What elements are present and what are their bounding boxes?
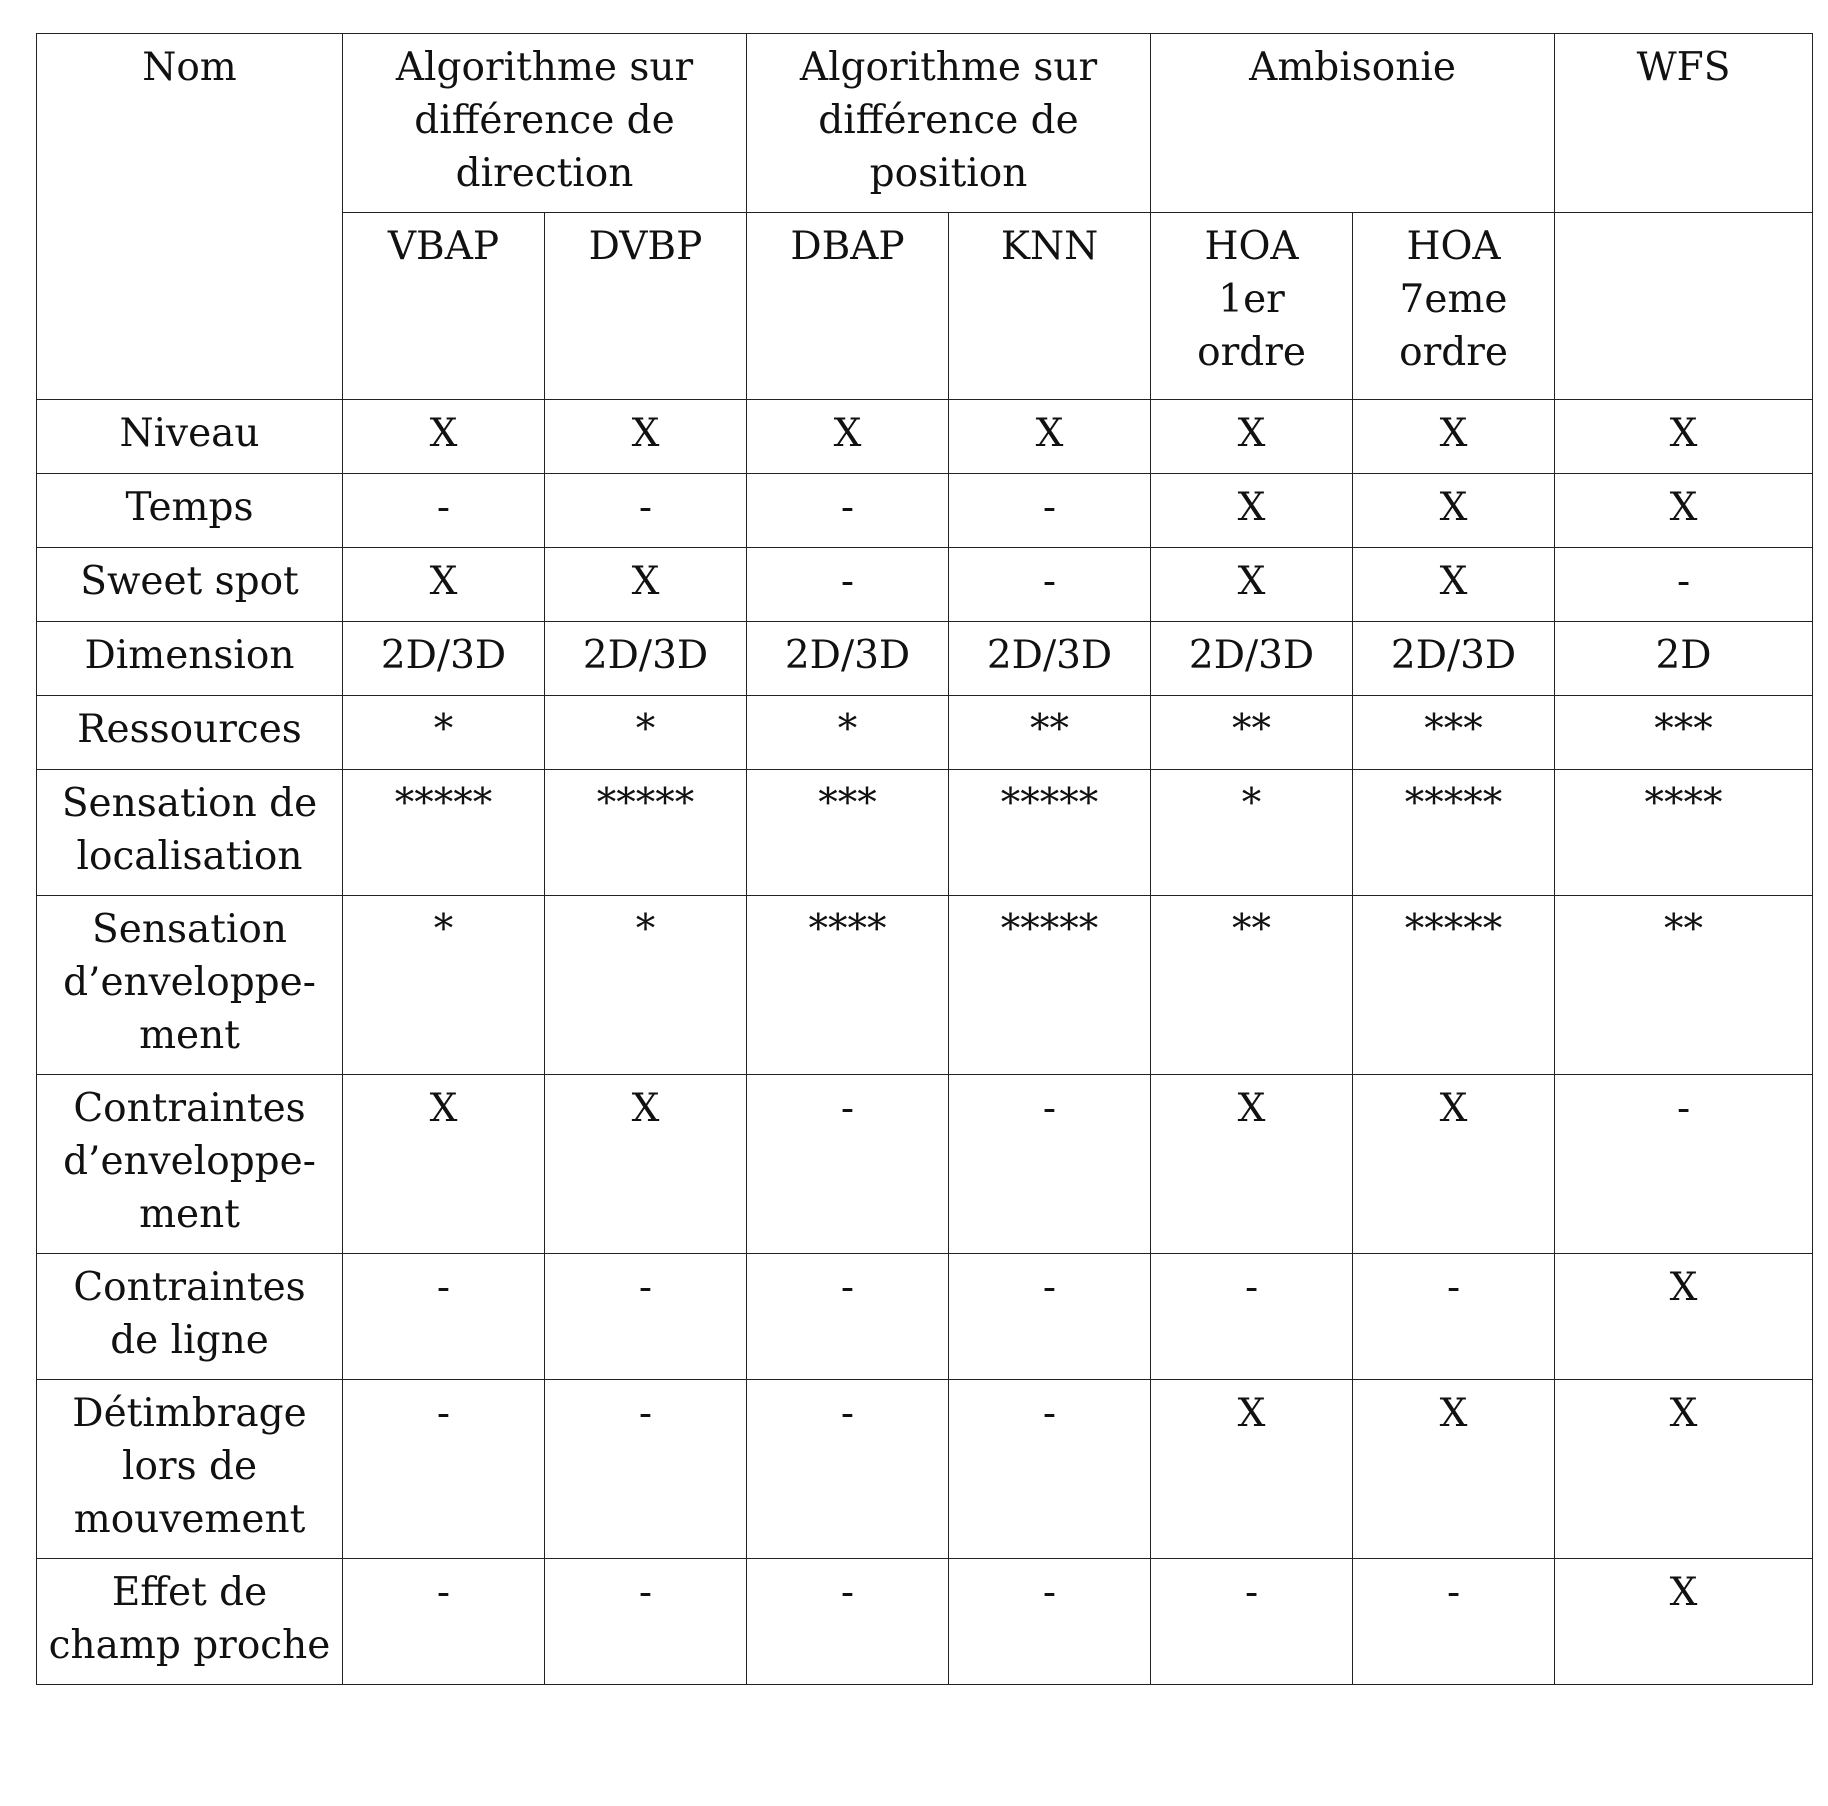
table-cell <box>949 770 1151 896</box>
table-cell <box>1353 1254 1555 1380</box>
cell-value: X <box>631 411 660 456</box>
spatialization-comparison-table <box>36 33 1813 1685</box>
cell-value: 2D/3D <box>784 633 911 678</box>
table-cell <box>1555 1380 1813 1559</box>
cell-value: 2D/3D <box>380 633 507 678</box>
cell-value: X <box>1035 411 1064 456</box>
table-body <box>37 400 1813 1685</box>
header-name-cell: Nom <box>37 34 343 400</box>
cell-value: * <box>433 907 454 952</box>
cell-value: X <box>1669 1265 1698 1310</box>
cell-value: X <box>429 411 458 456</box>
header-group-direction: Algorithme sur différence de direction <box>343 34 747 213</box>
header-group-position: Algorithme sur différence de position <box>747 34 1151 213</box>
table-cell <box>949 1380 1151 1559</box>
cell-value: X <box>1669 1570 1698 1615</box>
table-row <box>37 896 1813 1075</box>
table-cell <box>545 1075 747 1254</box>
cell-value: - <box>1042 1391 1057 1436</box>
table-cell <box>1555 548 1813 622</box>
table-cell <box>545 770 747 896</box>
cell-value: X <box>429 559 458 604</box>
table-cell <box>343 1559 545 1685</box>
row-label: Contraintes de ligne <box>37 1254 343 1380</box>
table-cell <box>1151 1254 1353 1380</box>
table-cell <box>1353 770 1555 896</box>
table-cell <box>1353 400 1555 474</box>
table-cell <box>343 896 545 1075</box>
table-row <box>37 400 1813 474</box>
table-cell <box>1151 1075 1353 1254</box>
cell-value: - <box>638 1391 653 1436</box>
cell-value: ***** <box>1000 907 1099 952</box>
cell-value: X <box>1439 1391 1468 1436</box>
header-group-row <box>37 34 1813 213</box>
cell-value: ***** <box>394 781 493 826</box>
cell-value: - <box>638 485 653 530</box>
cell-value: ***** <box>1404 907 1503 952</box>
table-cell <box>1353 1559 1555 1685</box>
cell-value: X <box>1237 485 1266 530</box>
table-cell <box>747 474 949 548</box>
row-label: Temps <box>37 474 343 548</box>
table-cell <box>747 548 949 622</box>
table-cell <box>949 400 1151 474</box>
table-cell <box>545 622 747 696</box>
table-cell <box>747 1380 949 1559</box>
table-cell <box>343 770 545 896</box>
cell-value: X <box>1669 485 1698 530</box>
cell-value: - <box>436 1570 451 1615</box>
header-group-ambisonie: Ambisonie <box>1151 34 1555 213</box>
row-label: Ressources <box>37 696 343 770</box>
cell-value: X <box>1439 485 1468 530</box>
cell-value: X <box>1439 1086 1468 1131</box>
cell-value: ***** <box>596 781 695 826</box>
cell-value: ** <box>1664 907 1704 952</box>
row-label: Contraintes d’enveloppe- ment <box>37 1075 343 1254</box>
cell-value: * <box>635 907 656 952</box>
table-row <box>37 622 1813 696</box>
cell-value: *** <box>1424 707 1483 752</box>
table-cell <box>1555 1559 1813 1685</box>
table-row <box>37 474 1813 548</box>
cell-value: X <box>1237 411 1266 456</box>
table-cell <box>545 400 747 474</box>
row-label: Niveau <box>37 400 343 474</box>
row-label: Sensation d’enveloppe- ment <box>37 896 343 1075</box>
table-cell <box>1353 1380 1555 1559</box>
table-cell <box>747 696 949 770</box>
cell-value: 2D/3D <box>986 633 1113 678</box>
cell-value: ** <box>1232 707 1272 752</box>
table-row <box>37 1559 1813 1685</box>
table-cell <box>949 896 1151 1075</box>
row-label: Effet de champ proche <box>37 1559 343 1685</box>
cell-value: **** <box>1644 781 1723 826</box>
cell-value: - <box>1676 559 1691 604</box>
cell-value: - <box>1244 1265 1259 1310</box>
table-cell <box>343 1380 545 1559</box>
table-cell <box>1151 770 1353 896</box>
table-cell <box>1353 896 1555 1075</box>
cell-value: - <box>1042 559 1057 604</box>
cell-value: - <box>1446 1570 1461 1615</box>
cell-value: - <box>1042 1570 1057 1615</box>
cell-value: * <box>635 707 656 752</box>
cell-value: - <box>840 1391 855 1436</box>
table-cell <box>1555 400 1813 474</box>
cell-value: 2D/3D <box>1390 633 1517 678</box>
header-method-hoa-5: HOA 7eme ordre <box>1353 213 1555 400</box>
cell-value: X <box>1669 1391 1698 1436</box>
table-cell <box>747 1254 949 1380</box>
table-cell <box>343 622 545 696</box>
table-cell <box>747 1075 949 1254</box>
cell-value: - <box>1446 1265 1461 1310</box>
table-row <box>37 770 1813 896</box>
table-cell <box>949 622 1151 696</box>
cell-value: - <box>1244 1570 1259 1615</box>
table-cell <box>343 696 545 770</box>
table-cell <box>1555 696 1813 770</box>
cell-value: * <box>1241 781 1262 826</box>
cell-value: - <box>840 485 855 530</box>
row-label: Sweet spot <box>37 548 343 622</box>
table-cell <box>1151 696 1353 770</box>
header-method-dbap-2: DBAP <box>747 213 949 400</box>
table-row <box>37 1254 1813 1380</box>
table-cell <box>747 770 949 896</box>
table-cell <box>545 896 747 1075</box>
cell-value: ** <box>1030 707 1070 752</box>
table-cell <box>1151 474 1353 548</box>
table-cell <box>1555 896 1813 1075</box>
row-label: Détimbrage lors de mouvement <box>37 1380 343 1559</box>
cell-value: X <box>429 1086 458 1131</box>
cell-value: - <box>840 1570 855 1615</box>
table-cell <box>949 1254 1151 1380</box>
table-row <box>37 548 1813 622</box>
cell-value: X <box>1237 1391 1266 1436</box>
table-cell <box>545 1559 747 1685</box>
table-row <box>37 696 1813 770</box>
table-cell <box>545 696 747 770</box>
cell-value: - <box>840 1265 855 1310</box>
table-cell <box>747 896 949 1075</box>
table-cell <box>1151 400 1353 474</box>
table-cell <box>949 696 1151 770</box>
table-cell <box>747 622 949 696</box>
cell-value: - <box>1042 485 1057 530</box>
header-method-hoa-4: HOA 1er ordre <box>1151 213 1353 400</box>
cell-value: - <box>1042 1265 1057 1310</box>
header-method-vbap-0: VBAP <box>343 213 545 400</box>
table-cell <box>1353 622 1555 696</box>
cell-value: *** <box>1654 707 1713 752</box>
header-method-knn-3: KNN <box>949 213 1151 400</box>
table-cell <box>1151 622 1353 696</box>
table-cell <box>1353 548 1555 622</box>
cell-value: 2D/3D <box>582 633 709 678</box>
table-row <box>37 1075 1813 1254</box>
table-cell <box>343 548 545 622</box>
table-cell <box>1555 1254 1813 1380</box>
table-cell <box>747 400 949 474</box>
row-label: Sensation de localisation <box>37 770 343 896</box>
table-cell <box>545 474 747 548</box>
cell-value: X <box>631 1086 660 1131</box>
cell-value: X <box>1439 411 1468 456</box>
cell-value: - <box>1676 1086 1691 1131</box>
cell-value: 2D/3D <box>1188 633 1315 678</box>
header-method-empty-6 <box>1555 213 1813 400</box>
cell-value: ***** <box>1404 781 1503 826</box>
cell-value: *** <box>818 781 877 826</box>
cell-value: * <box>433 707 454 752</box>
cell-value: - <box>840 1086 855 1131</box>
table-cell <box>1353 696 1555 770</box>
cell-value: - <box>1042 1086 1057 1131</box>
cell-value: * <box>837 707 858 752</box>
table-cell <box>949 1075 1151 1254</box>
cell-value: - <box>840 559 855 604</box>
cell-value: - <box>436 485 451 530</box>
cell-value: ***** <box>1000 781 1099 826</box>
table-cell <box>1555 770 1813 896</box>
table-cell <box>343 474 545 548</box>
table-cell <box>1151 548 1353 622</box>
table-cell <box>545 548 747 622</box>
table-cell <box>949 1559 1151 1685</box>
cell-value: X <box>833 411 862 456</box>
comparison-table-wrapper <box>36 33 1813 1685</box>
table-cell <box>1151 896 1353 1075</box>
table-cell <box>1555 474 1813 548</box>
table-cell <box>1151 1380 1353 1559</box>
row-label: Dimension <box>37 622 343 696</box>
table-cell <box>343 1254 545 1380</box>
table-cell <box>747 1559 949 1685</box>
header-group-wfs: WFS <box>1555 34 1813 213</box>
table-cell <box>949 548 1151 622</box>
table-cell <box>1555 1075 1813 1254</box>
cell-value: X <box>631 559 660 604</box>
cell-value: - <box>638 1265 653 1310</box>
table-cell <box>343 1075 545 1254</box>
table-cell <box>1353 1075 1555 1254</box>
cell-value: **** <box>808 907 887 952</box>
cell-value: X <box>1669 411 1698 456</box>
header-method-dvbp-1: DVBP <box>545 213 747 400</box>
cell-value: X <box>1237 559 1266 604</box>
cell-value: X <box>1439 559 1468 604</box>
cell-value: X <box>1237 1086 1266 1131</box>
cell-value: 2D <box>1655 633 1712 678</box>
table-cell <box>1555 622 1813 696</box>
cell-value: - <box>638 1570 653 1615</box>
table-row <box>37 1380 1813 1559</box>
cell-value: ** <box>1232 907 1272 952</box>
table-cell <box>343 400 545 474</box>
table-cell <box>1353 474 1555 548</box>
cell-value: - <box>436 1265 451 1310</box>
table-cell <box>545 1380 747 1559</box>
table-cell <box>1151 1559 1353 1685</box>
table-cell <box>949 474 1151 548</box>
cell-value: - <box>436 1391 451 1436</box>
table-cell <box>545 1254 747 1380</box>
